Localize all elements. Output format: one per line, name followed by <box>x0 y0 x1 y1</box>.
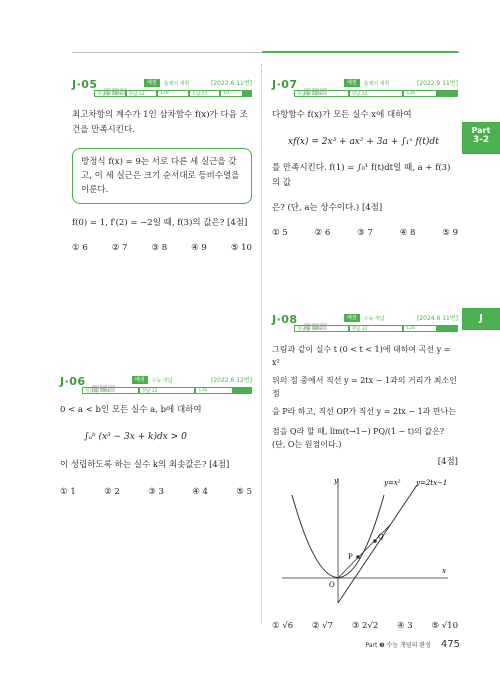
chapter-tab-label: J <box>479 313 483 324</box>
choice-2[interactable]: ② 6 <box>314 228 331 238</box>
stat-text: 128 <box>198 388 207 393</box>
stat-text: 128 <box>406 91 415 96</box>
stat-cell <box>195 387 252 394</box>
choice-4[interactable]: ④ 9 <box>191 243 207 253</box>
problem-id: J·05 <box>72 78 98 91</box>
problem-text: 0 < a < b인 모든 실수 a, b에 대하여 <box>60 405 202 415</box>
stats-bar <box>294 90 458 97</box>
problem-text-line3: 을 P라 하고, 직선 OP가 직선 y = 2tx − 1과 만나는 <box>272 407 457 416</box>
stat-cell <box>157 90 189 97</box>
problem-tag <box>344 314 389 322</box>
tag-label: 배점 <box>132 376 148 384</box>
problem-text: 최고차항의 계수가 1인 삼차함수 f(x)가 다음 조건을 만족시킨다. <box>72 110 248 135</box>
problem-source: [2022.6 12번] <box>210 377 252 384</box>
stat-text: 정답률 78% <box>97 91 122 97</box>
answer-choices <box>272 228 458 238</box>
footer-part: Part ❸ 수능 개념의 완성 <box>365 642 431 649</box>
choice-1[interactable]: ① 6 <box>72 243 88 253</box>
page-number: 475 <box>440 639 460 650</box>
origin-label: O <box>329 581 335 589</box>
tag-label: 배점 <box>344 314 360 322</box>
stat-text: 정답 32 <box>128 91 145 97</box>
stat-cell <box>403 325 458 332</box>
choice-4[interactable]: ④ 8 <box>399 228 416 238</box>
choice-1[interactable]: ① 5 <box>272 228 288 238</box>
stat-cell <box>294 325 349 332</box>
choice-4[interactable]: ④ 3 <box>396 621 413 631</box>
choice-4[interactable]: ④ 4 <box>192 487 208 497</box>
curve-label: y=x² <box>384 479 401 487</box>
choice-1[interactable]: ① √6 <box>272 621 294 631</box>
y-axis-label: y <box>334 477 338 485</box>
stat-text: 정답 32 <box>141 388 158 394</box>
header-accent-rule <box>262 51 458 53</box>
choice-1[interactable]: ① 1 <box>60 487 76 497</box>
graph-figure <box>272 475 458 605</box>
problem-text: 다항함수 f(x)가 모든 실수 x에 대하여 <box>272 110 412 120</box>
stats-bar <box>94 90 252 97</box>
tag-text: 수능 개념 <box>151 377 173 384</box>
problem-header <box>272 78 458 104</box>
stats-bar <box>82 387 252 394</box>
chapter-tab[interactable] <box>462 308 500 330</box>
page-footer <box>365 639 460 650</box>
stat-cell <box>349 90 404 97</box>
stat-text: 정답률 73% <box>297 91 322 97</box>
stats-bar <box>294 325 458 332</box>
tag-label: 배점 <box>344 79 360 87</box>
problem-text-line4: 점을 Q라 할 때, lim(t→1−) PQ/(1 − t)의 값은? (단, O는 원점이다.) <box>272 427 445 449</box>
stat-text: 정답률 76% <box>297 326 322 332</box>
tag-text: 출제의 계획 <box>363 80 390 87</box>
point-p-label: P <box>348 553 353 561</box>
answer-choices <box>72 243 252 253</box>
part-tab-label: Part <box>471 126 491 135</box>
problem-question: 이 성립하도록 하는 실수 k의 최솟값은? [4점] <box>60 460 230 470</box>
choice-3[interactable]: ③ 3 <box>148 487 164 497</box>
stat-text: 정답 32 <box>351 91 368 97</box>
problem-formula: xf(x) = 2x³ + ax² + 3a + ∫₁ˣ f(t)dt <box>288 137 439 147</box>
problem-tag <box>132 376 177 384</box>
stat-cell <box>139 387 196 394</box>
problem-question: f(0) = 1, f′(2) = −2일 때, f(3)의 값은? [4점] <box>72 218 248 228</box>
problem-header <box>272 313 458 339</box>
tag-text: 수능 개념 <box>363 315 385 322</box>
problem-question-line2: 은? (단, a는 상수이다.) [4점] <box>272 203 383 213</box>
problem-tag <box>144 79 193 87</box>
part-tab-number: 3-2 <box>472 135 490 145</box>
choice-5[interactable]: ⑤ √10 <box>431 621 458 631</box>
problem-j06 <box>60 375 252 497</box>
stat-cell <box>82 387 139 394</box>
choice-3[interactable]: ③ 2√2 <box>351 621 379 631</box>
answer-choices <box>60 487 252 497</box>
tag-label: 배점 <box>144 79 160 87</box>
choice-3[interactable]: ③ 7 <box>357 228 373 238</box>
problem-j08 <box>272 313 458 631</box>
problem-source: [2024.6 11번] <box>416 315 458 322</box>
problem-j07 <box>272 78 458 238</box>
choice-2[interactable]: ② 7 <box>111 243 128 253</box>
problem-id: J·06 <box>60 375 86 388</box>
point-p <box>356 555 360 559</box>
tag-text: 출제의 계획 <box>163 80 190 87</box>
condition-box: 방정식 f(x) = 9는 서로 다른 세 실근을 갖고, 이 세 실근은 크기 순서대로 등비수열을 이룬다. <box>72 148 252 204</box>
problem-header <box>72 78 252 104</box>
problem-points: [4점] <box>437 457 458 467</box>
problem-tag <box>344 79 393 87</box>
stat-cell <box>403 90 458 97</box>
x-axis-label: x <box>442 567 446 575</box>
problem-text-line1: 그림과 같이 실수 t (0 < t < 1)에 대하여 곡선 y = x² <box>272 345 451 367</box>
stat-cell <box>220 90 252 97</box>
choice-5[interactable]: ⑤ 5 <box>236 487 252 497</box>
stat-text: 128 <box>406 326 415 331</box>
column-separator <box>261 64 262 624</box>
stat-text: 128 <box>160 91 169 96</box>
stat-cell <box>349 325 404 332</box>
problem-formula: ∫ₐᵇ (x³ − 3x + k)dx > 0 <box>84 432 187 442</box>
stat-cell <box>189 90 221 97</box>
part-tab[interactable] <box>462 122 500 154</box>
stat-text: 오답 57 <box>191 91 208 97</box>
stat-cell <box>294 90 349 97</box>
point-q <box>373 539 377 543</box>
choice-5[interactable]: ⑤ 10 <box>230 243 252 253</box>
problem-j05 <box>72 78 252 253</box>
line-label: y=2tx−1 <box>416 479 448 487</box>
answer-choices <box>272 621 458 631</box>
point-q-label: Q <box>378 533 384 541</box>
line-y2tx <box>338 485 417 603</box>
stat-cell <box>94 90 126 97</box>
stat-text: 10 <box>223 91 230 96</box>
stat-text: 정답률 79% <box>85 388 110 394</box>
problem-text-line2: 위의 점 중에서 직선 y = 2tx − 1과의 거리가 최소인 점 <box>272 376 457 398</box>
problem-source: [2022.6 11번] <box>210 80 252 87</box>
choice-2[interactable]: ② √7 <box>311 621 334 631</box>
choice-5[interactable]: ⑤ 9 <box>442 228 458 238</box>
problem-id: J·08 <box>272 313 298 326</box>
problem-id: J·07 <box>272 78 298 91</box>
problem-source: [2022.9 11번] <box>416 80 458 87</box>
choice-2[interactable]: ② 2 <box>104 487 120 497</box>
problem-header <box>60 375 252 401</box>
stat-text: 정답 32 <box>351 326 368 332</box>
choice-3[interactable]: ③ 8 <box>151 243 168 253</box>
problem-question-line1: 를 만족시킨다. f(1) = ∫₀¹ f(t)dt일 때, a + f(3)의 값 <box>272 163 451 188</box>
stat-cell <box>126 90 158 97</box>
